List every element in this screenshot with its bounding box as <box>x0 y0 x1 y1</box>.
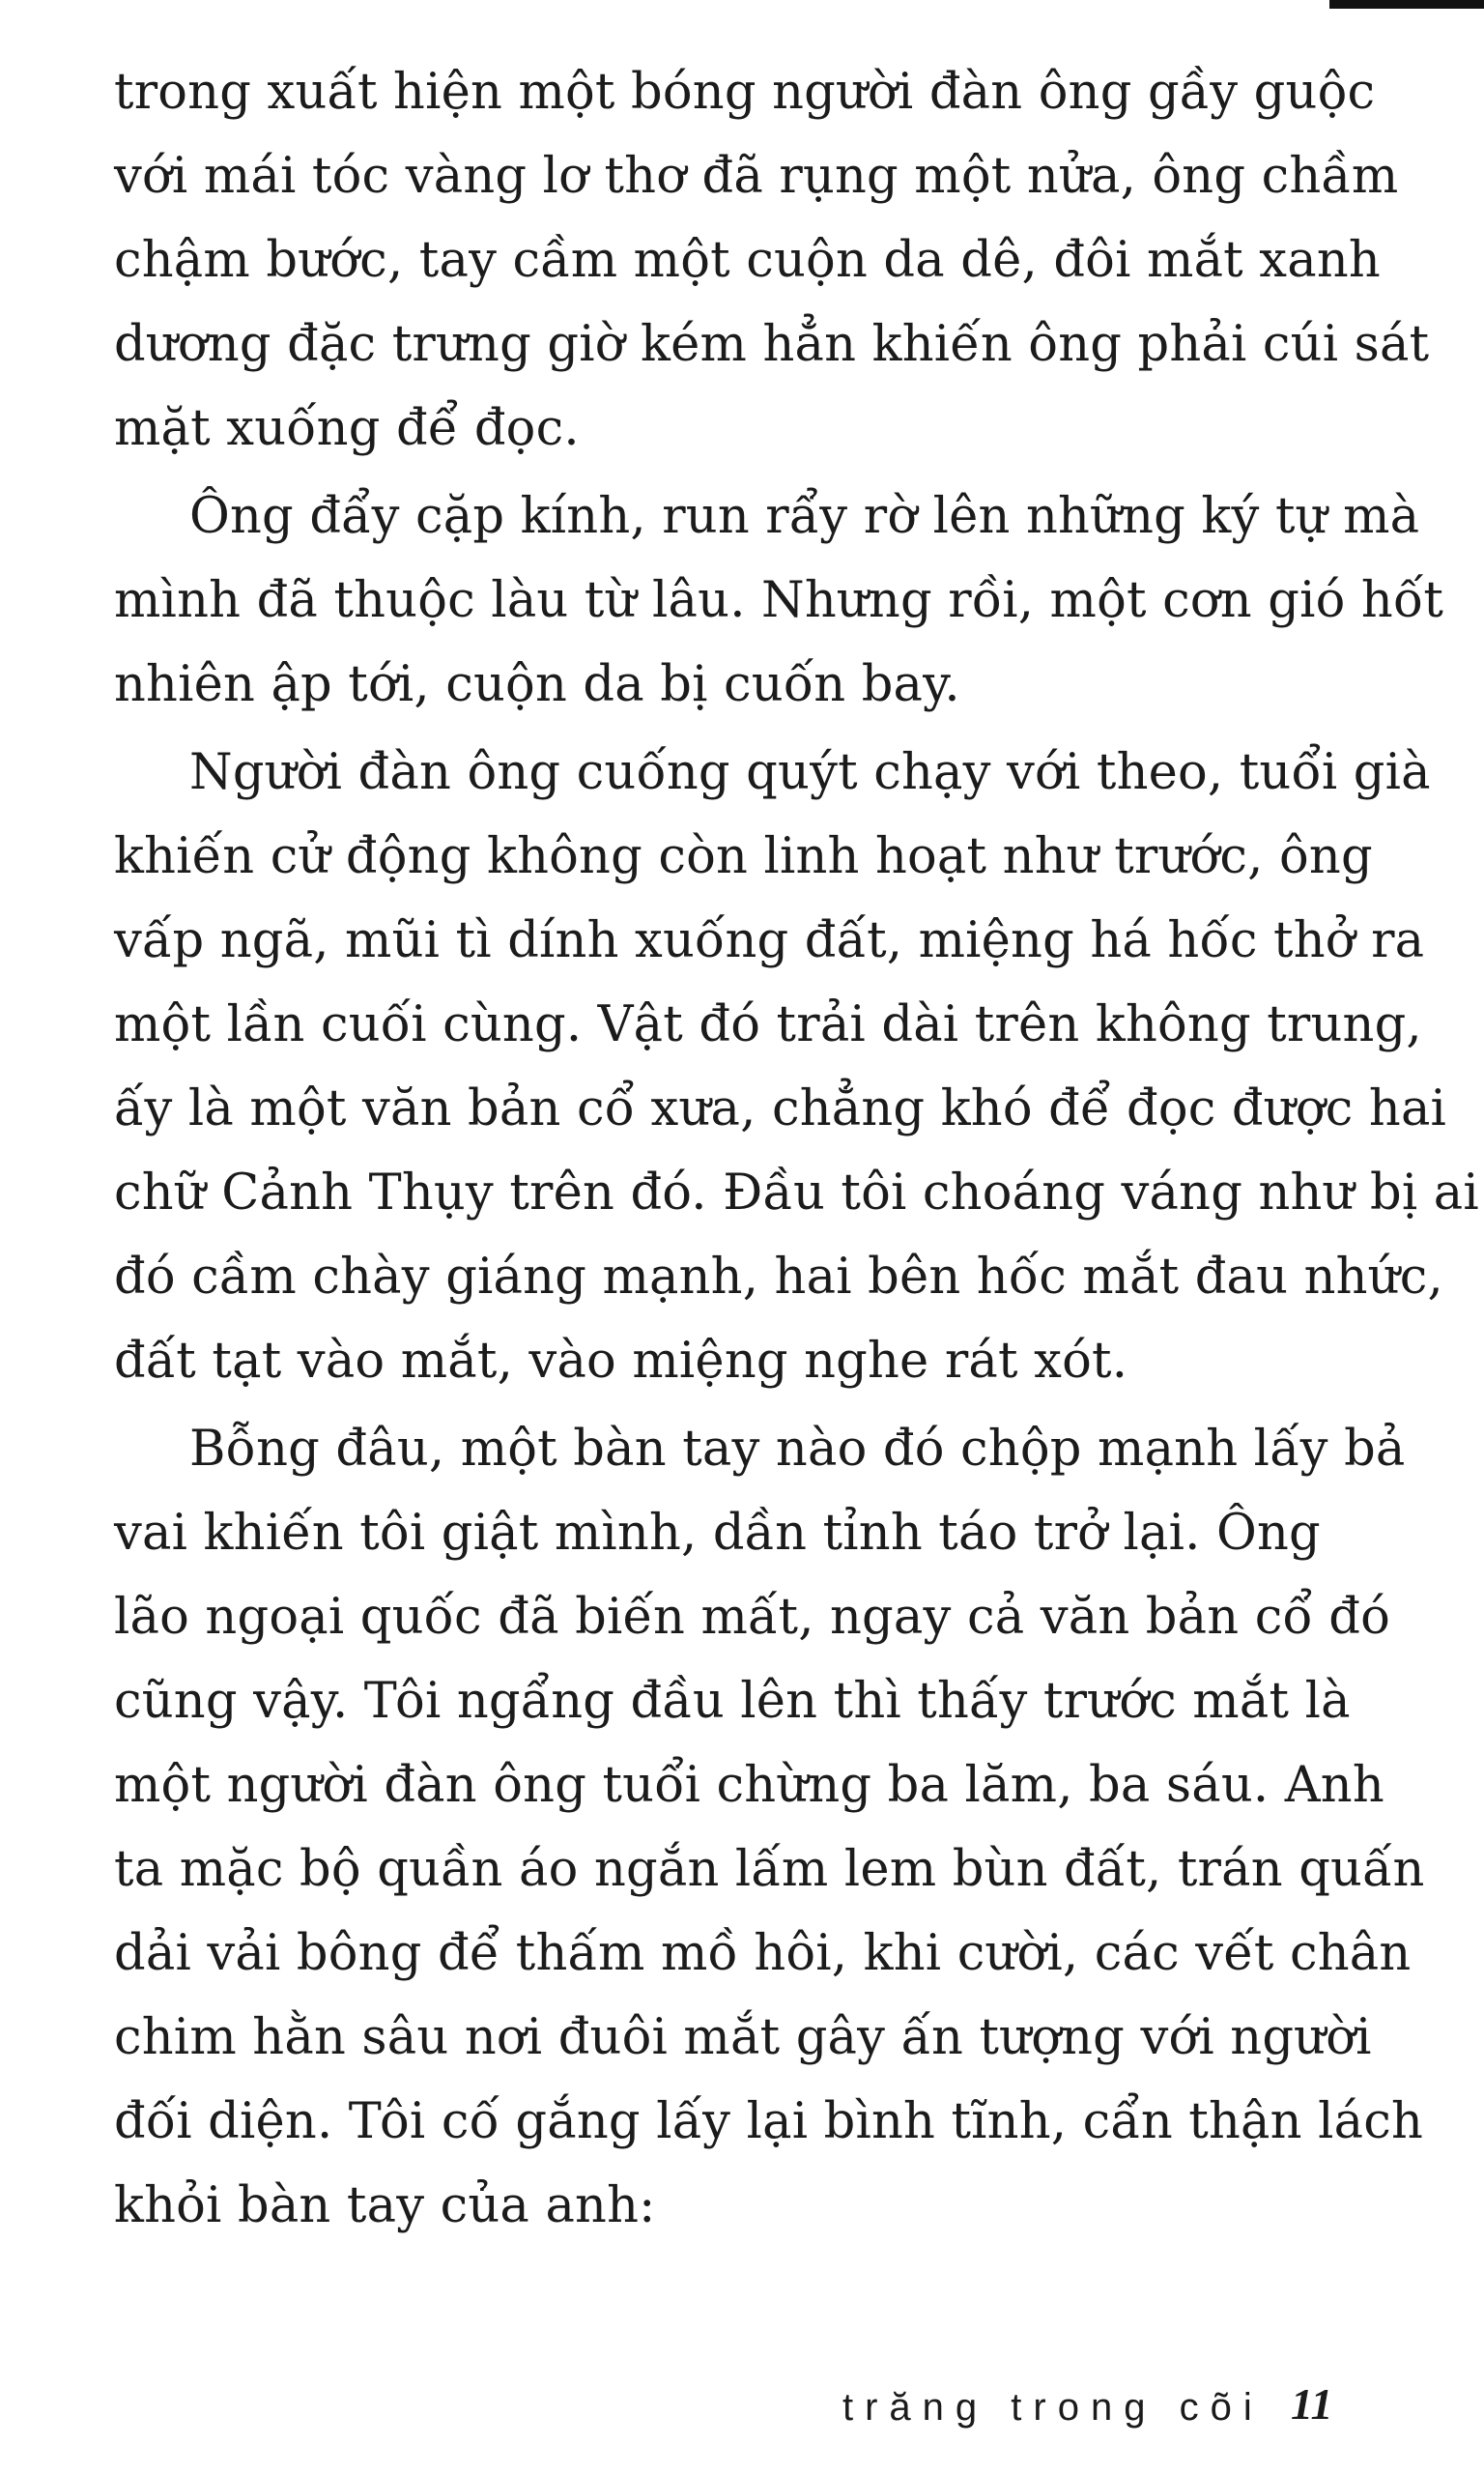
text-line: một lần cuối cùng. Vật đó trải dài trên không trung, <box>114 996 1422 1053</box>
text-line: chậm bước, tay cầm một cuộn da dê, đôi mắt xanh <box>114 232 1381 289</box>
text-line: trong xuất hiện một bóng người đàn ông gầy guộc <box>114 64 1376 121</box>
text-line: chữ Cảnh Thụy trên đó. Đầu tôi choáng váng như bị ai <box>114 1165 1479 1222</box>
text-line: Ông đẩy cặp kính, run rẩy rờ lên những ký tự mà <box>189 488 1420 545</box>
paragraph-3 <box>114 731 1479 1403</box>
running-title: trăng trong cõi <box>842 2386 1264 2429</box>
text-line: dải vải bông để thấm mồ hôi, khi cười, các vết chân <box>114 1925 1412 1982</box>
paragraph-4 <box>114 1407 1425 2248</box>
text-line: Người đàn ông cuống quýt chạy với theo, tuổi già <box>189 744 1431 801</box>
corner-edge-mark <box>1329 0 1484 9</box>
text-line: lão ngoại quốc đã biến mất, ngay cả văn bản cổ đó <box>114 1589 1391 1646</box>
text-line: đó cầm chày giáng mạnh, hai bên hốc mắt đau nhức, <box>114 1249 1443 1306</box>
text-line: với mái tóc vàng lơ thơ đã rụng một nửa, ông chầm <box>114 148 1399 205</box>
paragraph-2 <box>114 475 1444 727</box>
text-line: đất tạt vào mắt, vào miệng nghe rát xót. <box>114 1333 1128 1390</box>
page-number: 11 <box>1291 2379 1333 2429</box>
text-line: đối diện. Tôi cố gắng lấy lại bình tĩnh, cẩn thận lách <box>114 2093 1424 2150</box>
text-line: vấp ngã, mũi tì dính xuống đất, miệng há hốc thở ra <box>114 912 1425 969</box>
page-footer <box>0 2373 1484 2440</box>
page-body <box>114 50 1479 2252</box>
text-line: khỏi bàn tay của anh: <box>114 2177 656 2234</box>
text-line: Bỗng đâu, một bàn tay nào đó chộp mạnh lấy bả <box>189 1421 1406 1478</box>
text-line: cũng vậy. Tôi ngẩng đầu lên thì thấy trước mắt là <box>114 1673 1351 1730</box>
text-line: chim hằn sâu nơi đuôi mắt gây ấn tượng với người <box>114 2009 1372 2066</box>
paragraph-1 <box>114 50 1430 471</box>
text-line: ta mặc bộ quần áo ngắn lấm lem bùn đất, trán quấn <box>114 1841 1425 1898</box>
text-line: khiến cử động không còn linh hoạt như trước, ông <box>114 828 1373 885</box>
text-line: mình đã thuộc làu từ lâu. Nhưng rồi, một cơn gió hốt <box>114 572 1444 629</box>
text-line: ấy là một văn bản cổ xưa, chẳng khó để đọc được hai <box>114 1080 1447 1137</box>
text-line: mặt xuống để đọc. <box>114 400 580 457</box>
text-line: dương đặc trưng giờ kém hẳn khiến ông phải cúi sát <box>114 316 1430 373</box>
text-line: vai khiến tôi giật mình, dần tỉnh táo trở lại. Ông <box>114 1505 1321 1562</box>
text-line: nhiên ập tới, cuộn da bị cuốn bay. <box>114 656 960 713</box>
text-line: một người đàn ông tuổi chừng ba lăm, ba sáu. Anh <box>114 1757 1384 1814</box>
